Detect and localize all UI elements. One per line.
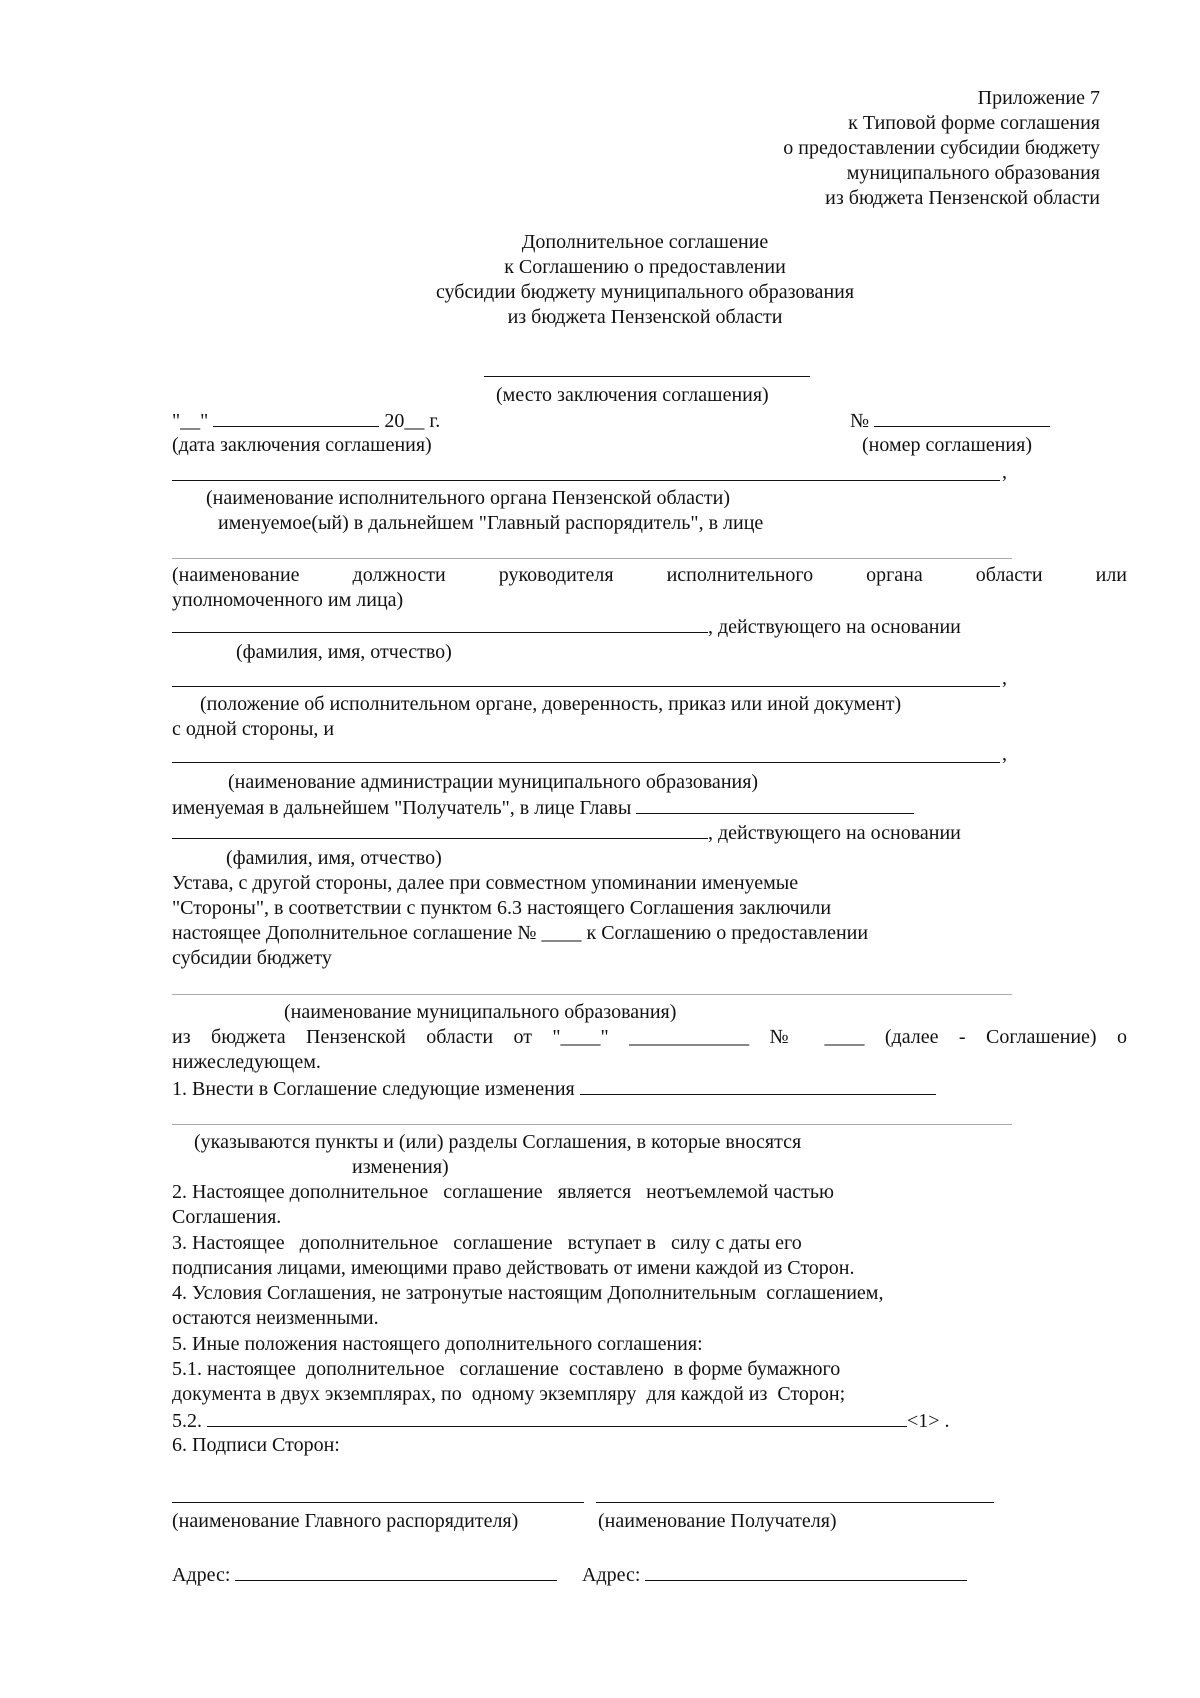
mo-caption: (наименование муниципального образования) xyxy=(284,1001,677,1023)
basis-doc-caption: (положение об исполнительном органе, доверенность, приказ или иной документ) xyxy=(200,693,902,715)
address-label: Адрес: xyxy=(582,1564,641,1586)
organ-caption: (наименование исполнительного органа Пензенской области) xyxy=(206,487,731,509)
recipient-fio-blank[interactable] xyxy=(172,820,708,839)
clause-5-2-number: 5.2. xyxy=(172,1410,202,1432)
date-day[interactable]: "__" xyxy=(172,410,209,432)
clause-5-text: 5. Иные положения настоящего дополнительного соглашения: xyxy=(172,1333,703,1355)
date-year[interactable]: 20__ г. xyxy=(384,410,441,432)
right-signature-caption: (наименование Получателя) xyxy=(598,1510,837,1532)
clause-3-text: подписания лицами, имеющими право действовать от имени каждой из Сторон. xyxy=(172,1257,855,1279)
date-caption: (дата заключения соглашения) xyxy=(172,434,432,456)
clause-1-line xyxy=(172,1076,936,1101)
position-blank-line[interactable] xyxy=(172,558,1012,559)
changes-caption: (указываются пункты и (или) разделы Соглашения, в которые вносятся xyxy=(194,1131,802,1153)
appendix-line: к Типовой форме соглашения xyxy=(848,112,1100,134)
charter-text: "Стороны", в соответствии с пунктом 6.3 настоящего Соглашения заключили xyxy=(172,897,832,919)
left-address-line xyxy=(172,1562,557,1587)
number-line xyxy=(850,408,1050,433)
right-address-line xyxy=(582,1562,967,1587)
changes-blank-line[interactable] xyxy=(172,1124,1012,1125)
clause-5-2-line xyxy=(172,1408,950,1433)
recipient-named-line xyxy=(172,795,914,820)
mo-blank-line[interactable] xyxy=(172,994,1012,995)
clause-4-text: 4. Условия Соглашения, не затронутые настоящим Дополнительным соглашением, xyxy=(172,1282,884,1304)
address-label: Адрес: xyxy=(172,1564,231,1586)
clause-5-1-text: 5.1. настоящее дополнительное соглашение составлено в форме бумажного xyxy=(172,1358,841,1380)
document-title: к Соглашению о предоставлении xyxy=(504,256,786,278)
footnote-ref: <1> . xyxy=(907,1410,950,1432)
date-line xyxy=(172,408,440,433)
head-fio-blank[interactable] xyxy=(172,614,708,633)
appendix-line: о предоставлении субсидии бюджету xyxy=(783,137,1100,159)
charter-text: настоящее Дополнительное соглашение № ____ к Соглашению о предоставлении xyxy=(172,922,869,944)
right-address-blank[interactable] xyxy=(645,1562,967,1581)
number-caption: (номер соглашения) xyxy=(862,434,1032,456)
changes-caption: изменения) xyxy=(352,1156,449,1178)
document-title: субсидии бюджету муниципального образования xyxy=(435,281,855,303)
clause-2-text: Соглашения. xyxy=(172,1206,282,1228)
appendix-number: Приложение 7 xyxy=(977,87,1100,109)
clause-1-text: 1. Внести в Соглашение следующие изменения xyxy=(172,1078,575,1100)
basis-doc-blank-line[interactable] xyxy=(172,686,1000,687)
clause-2-text: 2. Настоящее дополнительное соглашение является неотъемлемой частью xyxy=(172,1181,834,1203)
fio-caption: (фамилия, имя, отчество) xyxy=(226,847,442,869)
date-month-blank[interactable] xyxy=(213,408,379,427)
charter-text: субсидии бюджету xyxy=(172,947,332,969)
acting-basis-text: , действующего на основании xyxy=(708,616,961,638)
one-side-text: с одной стороны, и xyxy=(172,718,335,740)
appendix-line: из бюджета Пензенской области xyxy=(825,187,1100,209)
head-fio-line xyxy=(172,614,961,639)
right-signature-line[interactable] xyxy=(596,1502,994,1503)
appendix-line: муниципального образования xyxy=(846,162,1100,184)
comma: , xyxy=(1002,743,1007,765)
document-title: Дополнительное соглашение xyxy=(521,231,769,253)
admin-blank-line[interactable] xyxy=(172,762,1000,763)
place-caption: (место заключения соглашения) xyxy=(496,384,769,406)
left-address-blank[interactable] xyxy=(235,1562,557,1581)
changes-blank[interactable] xyxy=(580,1076,936,1095)
recipient-named-text: именуемая в дальнейшем "Получатель", в лице Главы xyxy=(172,797,632,819)
organ-named-text: именуемое(ый) в дальнейшем "Главный распорядитель", в лице xyxy=(218,512,764,534)
comma: , xyxy=(1002,667,1007,689)
organ-blank-line[interactable] xyxy=(172,480,1000,481)
head-name-blank[interactable] xyxy=(636,795,914,814)
number-blank[interactable] xyxy=(874,408,1050,427)
admin-caption: (наименование администрации муниципального образования) xyxy=(228,771,759,793)
left-signature-caption: (наименование Главного распорядителя) xyxy=(172,1510,519,1532)
clause-4-text: остаются неизменными. xyxy=(172,1307,379,1329)
from-budget-text: из бюджета Пензенской области от "____" ____________ № ____ (далее - Соглашение) о xyxy=(172,1026,1127,1048)
clause-5-1-text: документа в двух экземплярах, по одному экземпляру для каждой из Сторон; xyxy=(172,1383,846,1405)
position-caption: (наименование должности руководителя исполнительного органа области или xyxy=(172,564,1127,586)
recipient-fio-line xyxy=(172,820,961,845)
clause-3-text: 3. Настоящее дополнительное соглашение вступает в силу с даты его xyxy=(172,1232,802,1254)
position-caption: уполномоченного им лица) xyxy=(172,589,404,611)
below-text: нижеследующем. xyxy=(172,1051,321,1073)
clause-6-text: 6. Подписи Сторон: xyxy=(172,1434,340,1456)
clause-5-2-blank[interactable] xyxy=(207,1408,907,1427)
left-signature-line[interactable] xyxy=(172,1502,584,1503)
place-blank-line[interactable] xyxy=(484,376,810,377)
document-title: из бюджета Пензенской области xyxy=(507,306,783,328)
acting-basis-text: , действующего на основании xyxy=(708,822,961,844)
number-sign: № xyxy=(850,410,870,432)
comma: , xyxy=(1002,461,1007,483)
fio-caption: (фамилия, имя, отчество) xyxy=(236,641,452,663)
charter-text: Устава, с другой стороны, далее при совместном упоминании именуемые xyxy=(172,872,799,894)
